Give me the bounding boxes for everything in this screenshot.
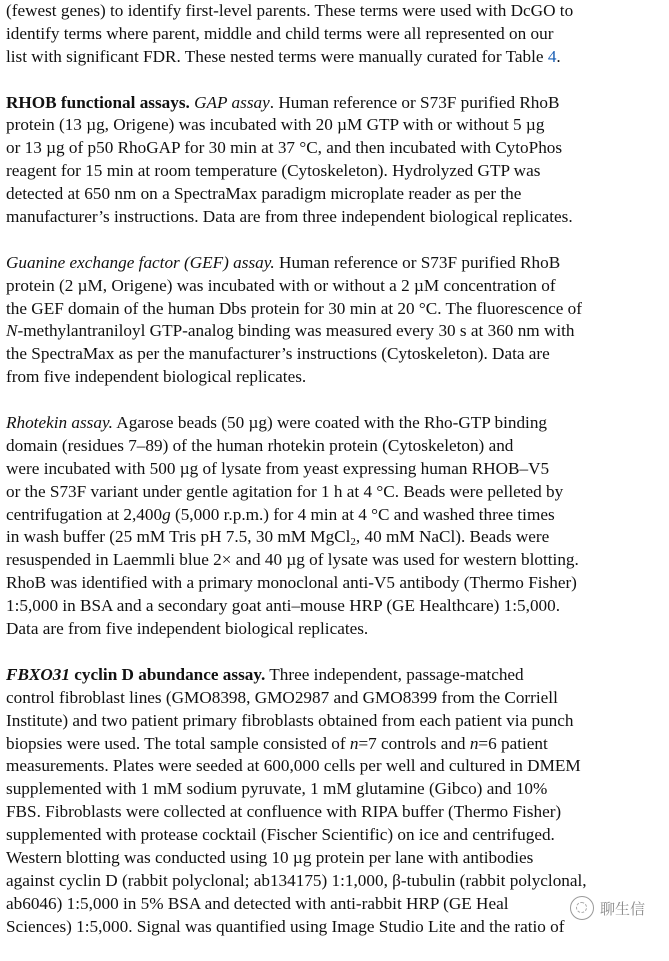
text-line — [6, 458, 666, 481]
text-run: , 40 mM NaCl). Beads were — [355, 527, 550, 547]
text-line — [6, 778, 666, 801]
text-run: Three independent, passage-matched — [265, 664, 524, 684]
text-run: 1:5,000 in BSA and a secondary goat anti–mouse HRP (GE Healthcare) 1:5,000. — [6, 596, 561, 616]
text-line — [6, 710, 666, 733]
text-run: protein (13 µg, Origene) was incubated with 20 µM GTP with or without 5 µg — [6, 115, 545, 135]
text-run: n — [469, 733, 479, 753]
text-run: . — [556, 46, 561, 66]
text-run: domain (residues 7–89) of the human rhotekin protein (Cytoskeleton) and — [6, 435, 514, 455]
text-line — [6, 733, 666, 756]
text-run: protein (2 µM, Origene) was incubated with or without a 2 µM concentration of — [6, 275, 556, 295]
text-line — [6, 366, 666, 389]
text-line — [6, 504, 666, 527]
text-run: or 13 µg of p50 RhoGAP for 30 min at 37 °C, and then incubated with CytoPhos — [6, 138, 563, 158]
text-line — [6, 0, 666, 23]
text-line — [6, 847, 666, 870]
text-line — [6, 183, 666, 206]
text-run: detected at 650 nm on a SpectraMax paradigm microplate reader as per the — [6, 184, 522, 204]
text-run: measurements. Plates were seeded at 600,000 cells per well and cultured in DMEM — [6, 756, 581, 776]
wechat-circle-icon — [570, 896, 594, 920]
text-line — [6, 526, 666, 549]
text-run: against cyclin D (rabbit polyclonal; ab134175) 1:1,000, β-tubulin (rabbit polyclonal, — [6, 870, 587, 890]
text-line — [6, 870, 666, 893]
text-run: Rhotekin assay. — [6, 413, 113, 433]
text-run: GAP assay — [194, 92, 270, 112]
text-run: Data are from five independent biological replicates. — [6, 619, 369, 639]
text-run: FBS. Fibroblasts were collected at confluence with RIPA buffer (Thermo Fisher) — [6, 802, 562, 822]
text-line — [6, 298, 666, 321]
text-line — [6, 275, 666, 298]
text-run: . Human reference or S73F purified RhoB — [269, 92, 560, 112]
text-line — [6, 481, 666, 504]
watermark — [566, 894, 649, 922]
text-line — [6, 92, 666, 115]
text-run: Institute) and two patient primary fibroblasts obtained from each patient via punch — [6, 710, 574, 730]
text-run: ab6046) 1:5,000 in 5% BSA and detected with anti-rabbit HRP (GE Heal — [6, 893, 509, 913]
text-run: =6 patient — [478, 733, 548, 753]
text-line — [6, 206, 666, 229]
text-run: biopsies were used. The total sample consisted of — [6, 733, 350, 753]
text-run: from five independent biological replicates. — [6, 367, 307, 387]
text-run: resuspended in Laemmli blue 2× and 40 µg of lysate was used for western blotting. — [6, 550, 579, 570]
text-run: Human reference or S73F purified RhoB — [274, 252, 561, 272]
gef-assay-paragraph — [6, 252, 666, 389]
text-line — [6, 320, 666, 343]
text-line — [6, 664, 666, 687]
text-run: Sciences) 1:5,000. Signal was quantified using Image Studio Lite and the ratio of — [6, 916, 565, 936]
text-run: RHOB functional assays. — [6, 92, 190, 112]
text-line — [6, 252, 666, 275]
document-body — [6, 0, 666, 961]
text-run: cyclin D abundance assay. — [70, 664, 266, 684]
text-run: (5,000 r.p.m.) for 4 min at 4 °C and washed three times — [170, 504, 555, 524]
rhob-gap-assay-paragraph — [6, 92, 666, 229]
text-run: centrifugation at 2,400 — [6, 504, 163, 524]
text-run: Guanine exchange factor (GEF) assay. — [6, 252, 275, 272]
text-run: FBXO31 — [6, 664, 70, 684]
text-line — [6, 412, 666, 435]
text-line — [6, 23, 666, 46]
text-run: list with significant FDR. These nested terms were manually curated for Table — [6, 46, 548, 66]
text-run: Agarose beads (50 µg) were coated with the Rho-GTP binding — [112, 413, 548, 433]
dcgo-paragraph — [6, 0, 666, 69]
text-run: -methylantraniloyl GTP-analog binding was measured every 30 s at 360 nm with — [17, 321, 575, 341]
text-run: RhoB was identified with a primary monoclonal anti-V5 antibody (Thermo Fisher) — [6, 573, 577, 593]
text-run: g — [162, 504, 171, 524]
text-line — [6, 46, 666, 69]
text-run: =7 controls and — [358, 733, 470, 753]
text-run: (fewest genes) to identify first-level parents. These terms were used with DcGO to — [6, 1, 574, 20]
text-run: n — [349, 733, 359, 753]
text-line — [6, 801, 666, 824]
text-run: control fibroblast lines (GMO8398, GMO2987 and GMO8399 from the Corriell — [6, 687, 558, 707]
text-run: N — [6, 321, 18, 341]
text-line — [6, 114, 666, 137]
text-line — [6, 549, 666, 572]
text-line — [6, 687, 666, 710]
table-link[interactable]: 4 — [547, 46, 557, 66]
text-run: or the S73F variant under gentle agitation for 1 h at 4 °C. Beads were pelleted by — [6, 481, 564, 501]
text-run: the SpectraMax as per the manufacturer’s instructions (Cytoskeleton). Data are — [6, 344, 550, 364]
text-line — [6, 618, 666, 641]
text-run: supplemented with protease cocktail (Fischer Scientific) on ice and centrifuged. — [6, 825, 555, 845]
text-run: in wash buffer (25 mM Tris pH 7.5, 30 mM MgCl — [6, 527, 351, 547]
text-run: the GEF domain of the human Dbs protein for 30 min at 20 °C. The fluorescence of — [6, 298, 582, 318]
text-run: were incubated with 500 µg of lysate from yeast expressing human RHOB–V5 — [6, 458, 550, 478]
text-line — [6, 160, 666, 183]
text-line — [6, 572, 666, 595]
text-line — [6, 137, 666, 160]
text-run: reagent for 15 min at room temperature (Cytoskeleton). Hydrolyzed GTP was — [6, 161, 541, 181]
text-run: identify terms where parent, middle and child terms were all represented on our — [6, 23, 554, 43]
watermark-text: 聊生信 — [600, 899, 646, 918]
text-line — [6, 343, 666, 366]
text-run: 2 — [350, 536, 356, 549]
text-run: Western blotting was conducted using 10 µg protein per lane with antibodies — [6, 847, 534, 867]
text-run: manufacturer’s instructions. Data are from three independent biological replicates. — [6, 207, 573, 227]
text-line — [6, 755, 666, 778]
text-line — [6, 435, 666, 458]
text-run: supplemented with 1 mM sodium pyruvate, 1 mM glutamine (Gibco) and 10% — [6, 779, 548, 799]
text-line — [6, 824, 666, 847]
text-line — [6, 595, 666, 618]
rhotekin-assay-paragraph — [6, 412, 666, 641]
